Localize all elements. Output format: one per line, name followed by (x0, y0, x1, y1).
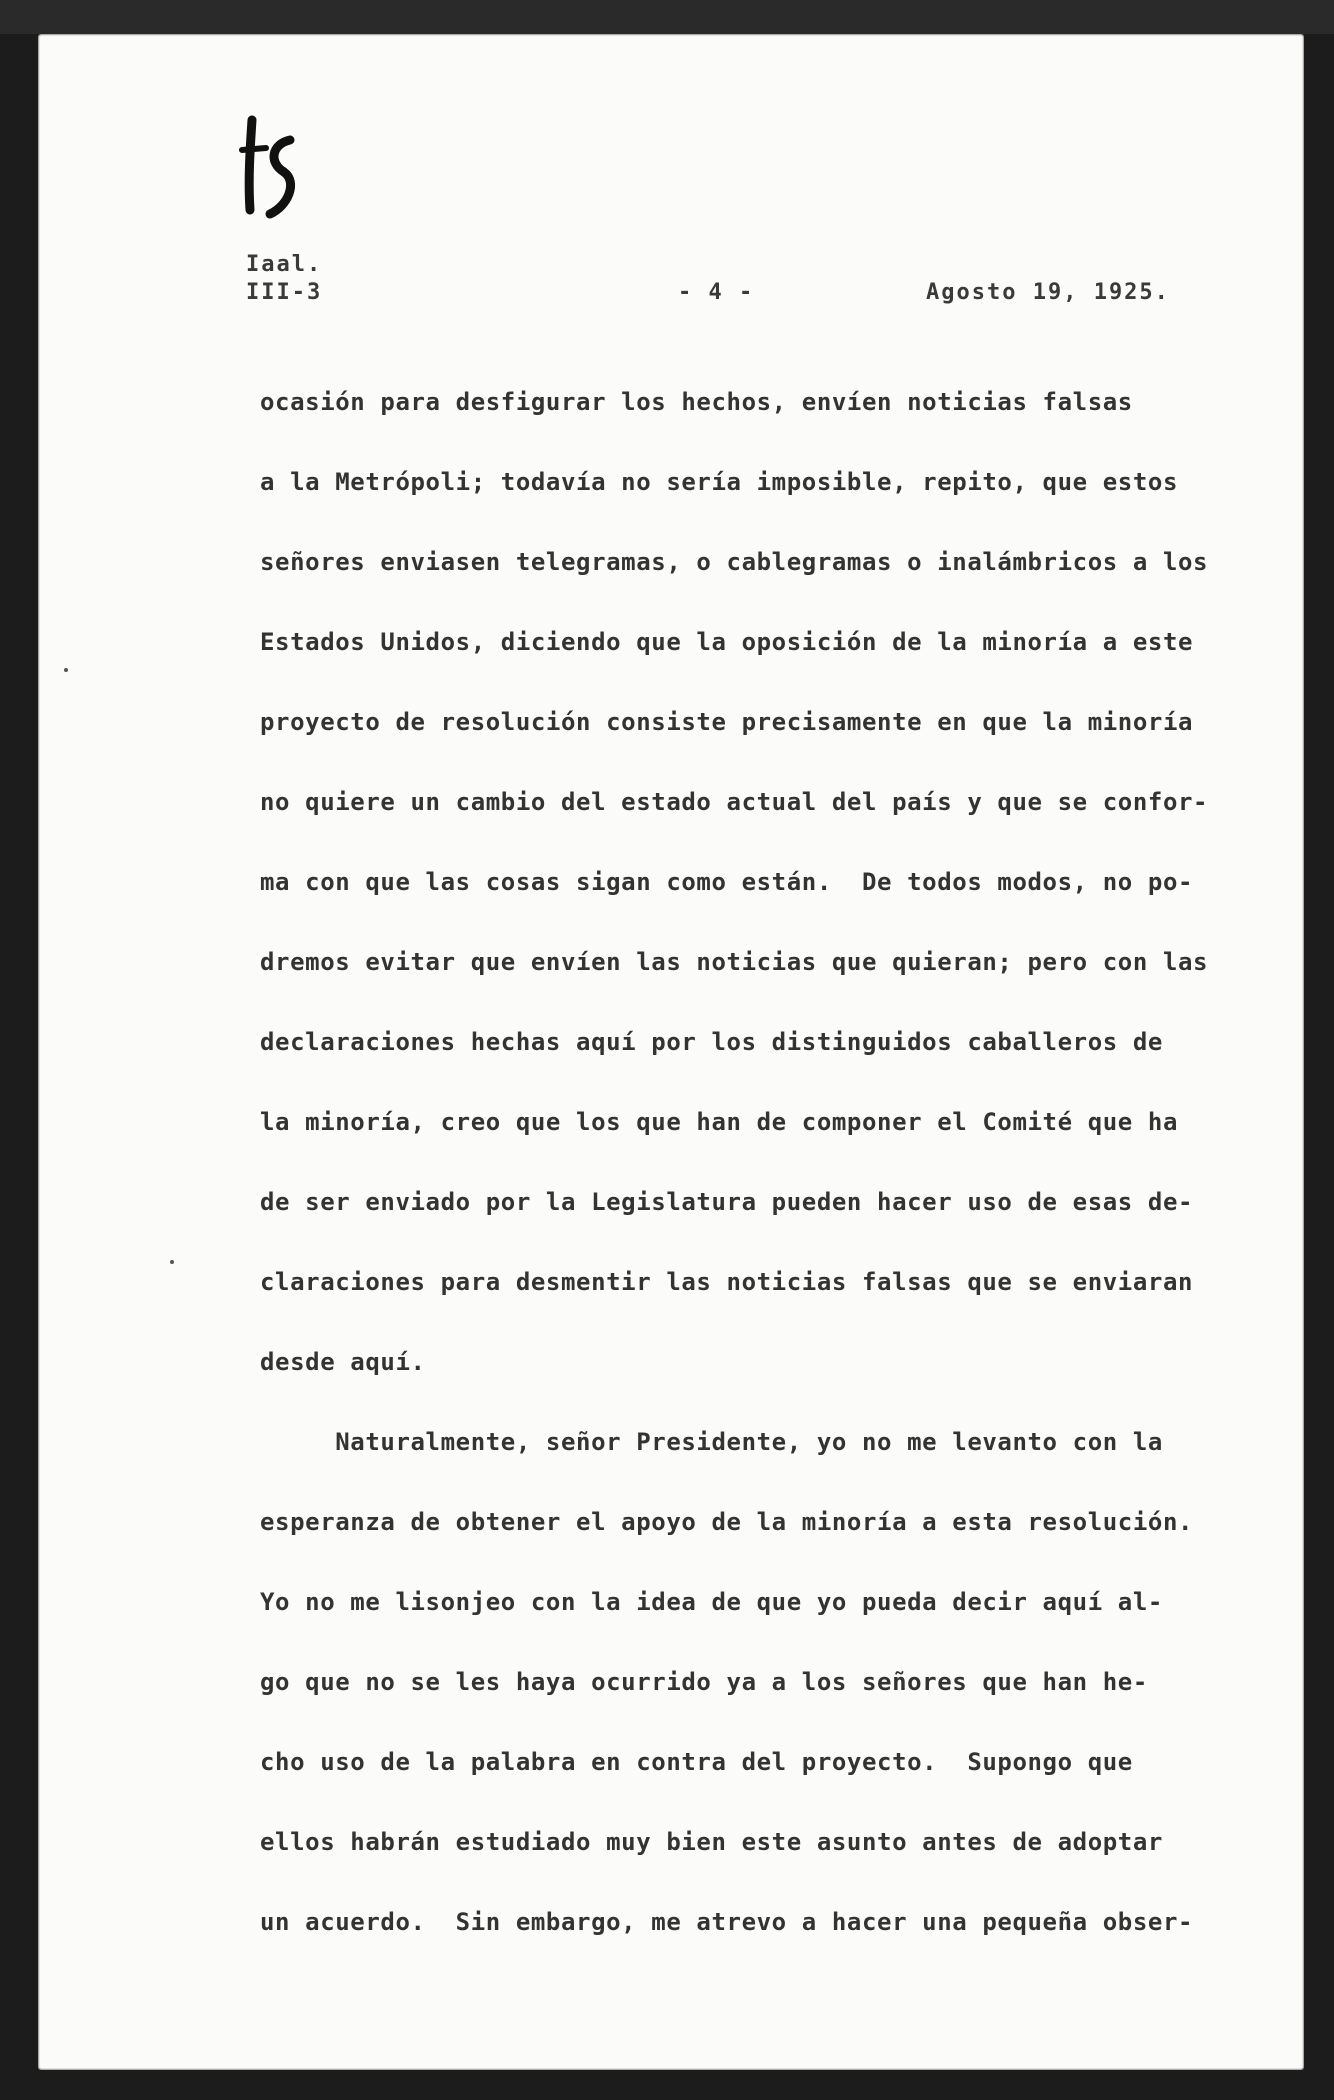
page-number: - 4 - (678, 280, 755, 305)
body-line-16: Yo no me lisonjeo con la idea de que yo pueda decir aquí al- (260, 1588, 1163, 1616)
header-reference-2: III-3 (246, 280, 323, 305)
document-page (38, 34, 1304, 2070)
body-line-7: ma con que las cosas sigan como están. De todos modos, no po- (260, 868, 1194, 896)
body-line-15: esperanza de obtener el apoyo de la minoría a esta resolución. (260, 1508, 1194, 1536)
body-line-9: declaraciones hechas aquí por los distinguidos caballeros de (260, 1028, 1163, 1056)
header-reference-1: Iaal. (246, 252, 323, 277)
document-date: Agosto 19, 1925. (926, 280, 1170, 305)
scan-frame-top (0, 0, 1334, 34)
body-line-12: claraciones para desmentir las noticias falsas que se enviaran (260, 1268, 1194, 1296)
body-line-17: go que no se les haya ocurrido ya a los señores que han he- (260, 1668, 1148, 1696)
body-line-13: desde aquí. (260, 1348, 426, 1376)
body-line-2: a la Metrópoli; todavía no sería imposible, repito, que estos (260, 468, 1179, 496)
body-line-5: proyecto de resolución consiste precisamente en que la minoría (260, 708, 1194, 736)
body-line-20: un acuerdo. Sin embargo, me atrevo a hacer una pequeña obser- (260, 1908, 1194, 1936)
body-line-14: Naturalmente, señor Presidente, yo no me levanto con la (260, 1428, 1163, 1456)
body-line-1: ocasión para desfigurar los hechos, envíen noticias falsas (260, 388, 1133, 416)
body-line-6: no quiere un cambio del estado actual del país y que se confor- (260, 788, 1209, 816)
body-line-19: ellos habrán estudiado muy bien este asunto antes de adoptar (260, 1828, 1163, 1856)
body-line-8: dremos evitar que envíen las noticias que quieran; pero con las (260, 948, 1209, 976)
body-line-10: la minoría, creo que los que han de componer el Comité que ha (260, 1108, 1179, 1136)
scan-speck (170, 1260, 174, 1264)
scan-speck (64, 668, 68, 672)
body-line-3: señores enviasen telegramas, o cablegramas o inalámbricos a los (260, 548, 1209, 576)
body-line-18: cho uso de la palabra en contra del proyecto. Supongo que (260, 1748, 1133, 1776)
body-line-11: de ser enviado por la Legislatura pueden hacer uso de esas de- (260, 1188, 1194, 1216)
body-line-4: Estados Unidos, diciendo que la oposición de la minoría a este (260, 628, 1194, 656)
handwritten-page-mark (238, 110, 308, 230)
